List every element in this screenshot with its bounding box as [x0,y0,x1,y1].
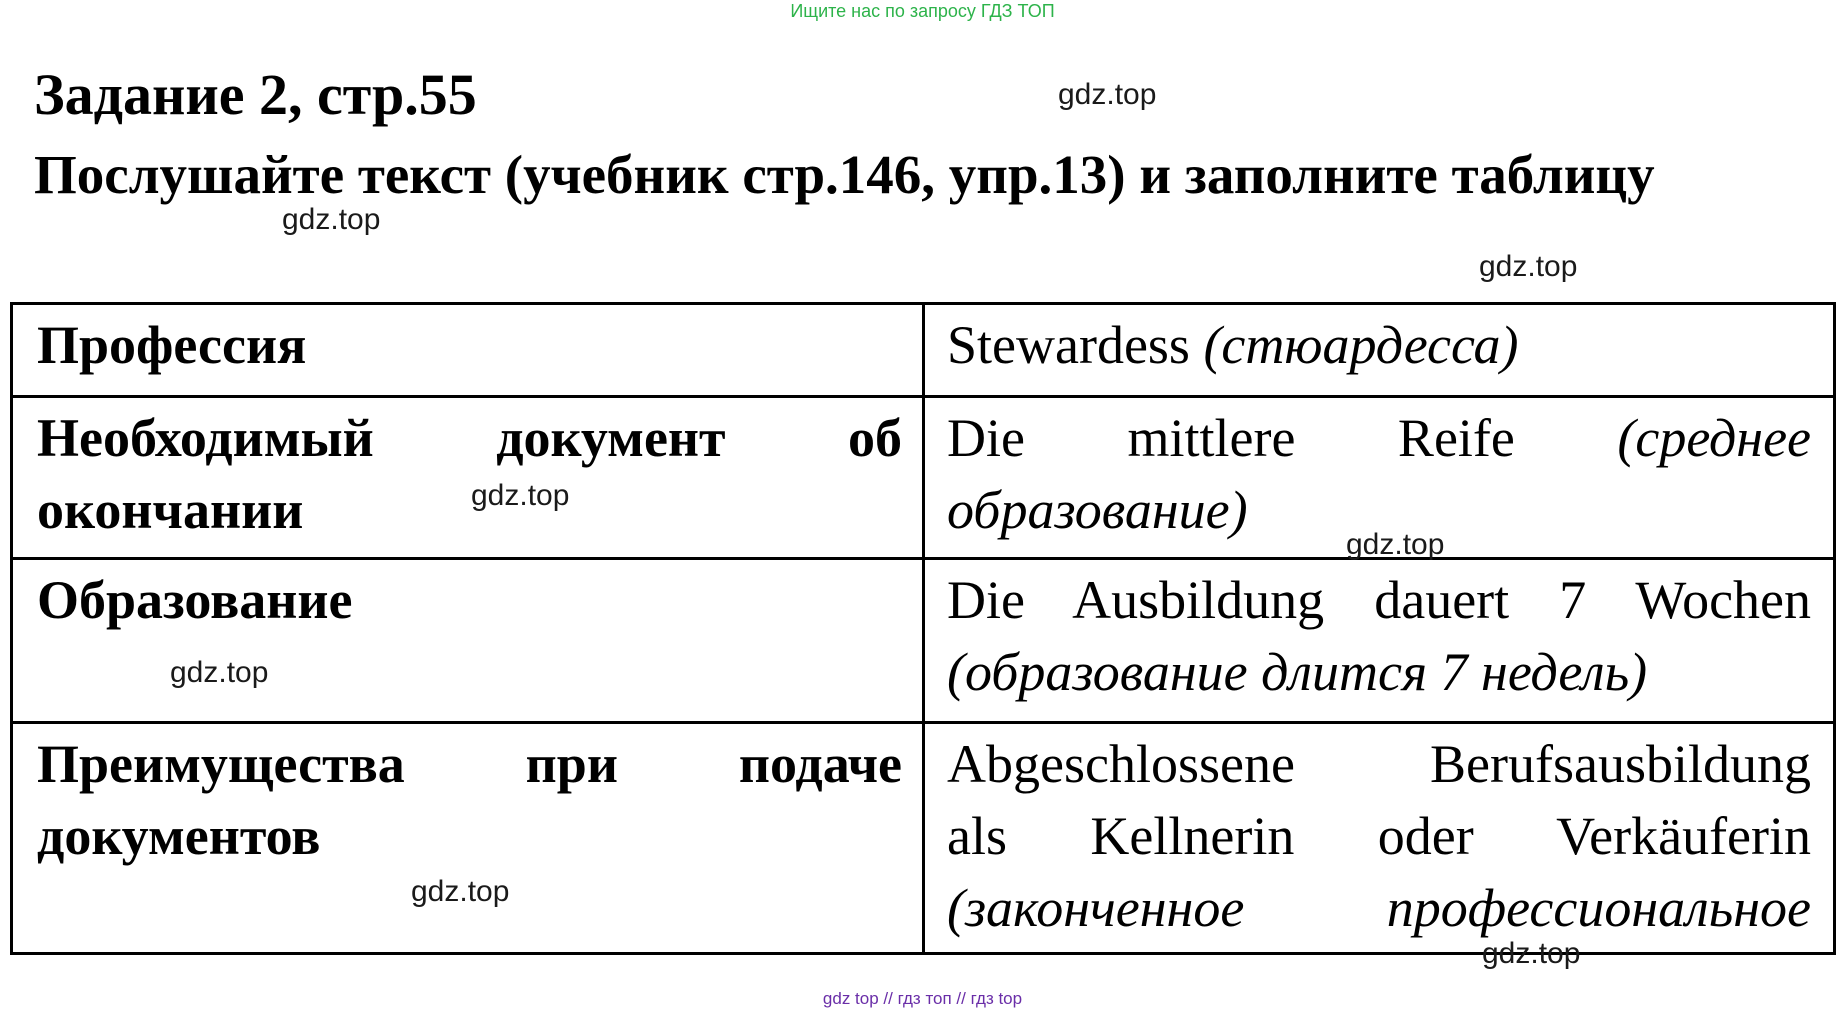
table-label-cell [13,724,925,952]
value-russian: (законченное профессиональное [947,878,1811,938]
value-german: Die Ausbildung dauert 7 Wochen [947,570,1811,630]
value-russian: (стюардесса) [1203,315,1519,375]
watermark-text: gdz.top [170,656,269,689]
row-label: Профессия [37,315,307,375]
value-german: Stewardess [947,315,1190,375]
page-subtitle: Послушайте текст (учебник стр.146, упр.13) и заполните таблицу [34,144,1655,205]
value-german-line: Abgeschlossene Berufsausbildung [947,734,1811,794]
top-banner: Ищите нас по запросу ГДЗ ТОП [790,1,1055,21]
answer-table [10,302,1836,955]
table-label-cell [13,560,925,721]
row-value-line [947,402,1811,474]
watermark-text: gdz.top [1058,78,1157,111]
row-label-line: Необходимый документ об [37,408,902,468]
table-value-cell [925,305,1833,395]
table-value-cell [925,560,1833,721]
value-russian: (среднее [1617,408,1812,468]
table-row-document [13,398,1833,560]
watermark-text: gdz.top [1479,250,1578,283]
value-german-line: als Kellnerin oder Verkäuferin [947,806,1811,866]
watermark-text: gdz.top [471,479,570,512]
row-label-line: Преимущества при подаче [37,734,902,794]
table-row-education [13,560,1833,724]
watermark-text: gdz.top [1346,528,1445,561]
table-row-advantages [13,724,1833,952]
page-title: Задание 2, стр.55 [34,62,477,127]
footer-text: gdz top // гдз топ // гдз top [822,989,1023,1008]
value-russian: (образование длится 7 недель) [947,642,1648,702]
watermark-text: gdz.top [411,875,510,908]
row-label: Образование [37,570,353,630]
watermark-text: gdz.top [282,203,381,236]
table-label-cell [13,305,925,395]
table-label-cell [13,398,925,557]
row-label-line: окончании [37,480,304,540]
table-row-profession [13,305,1833,398]
watermark-text: gdz.top [1482,937,1581,970]
table-value-cell [925,724,1833,952]
value-russian: образование) [947,480,1248,540]
value-german: Die mittlere Reife [947,408,1515,468]
row-value [947,309,1811,381]
row-label-line: документов [37,806,321,866]
